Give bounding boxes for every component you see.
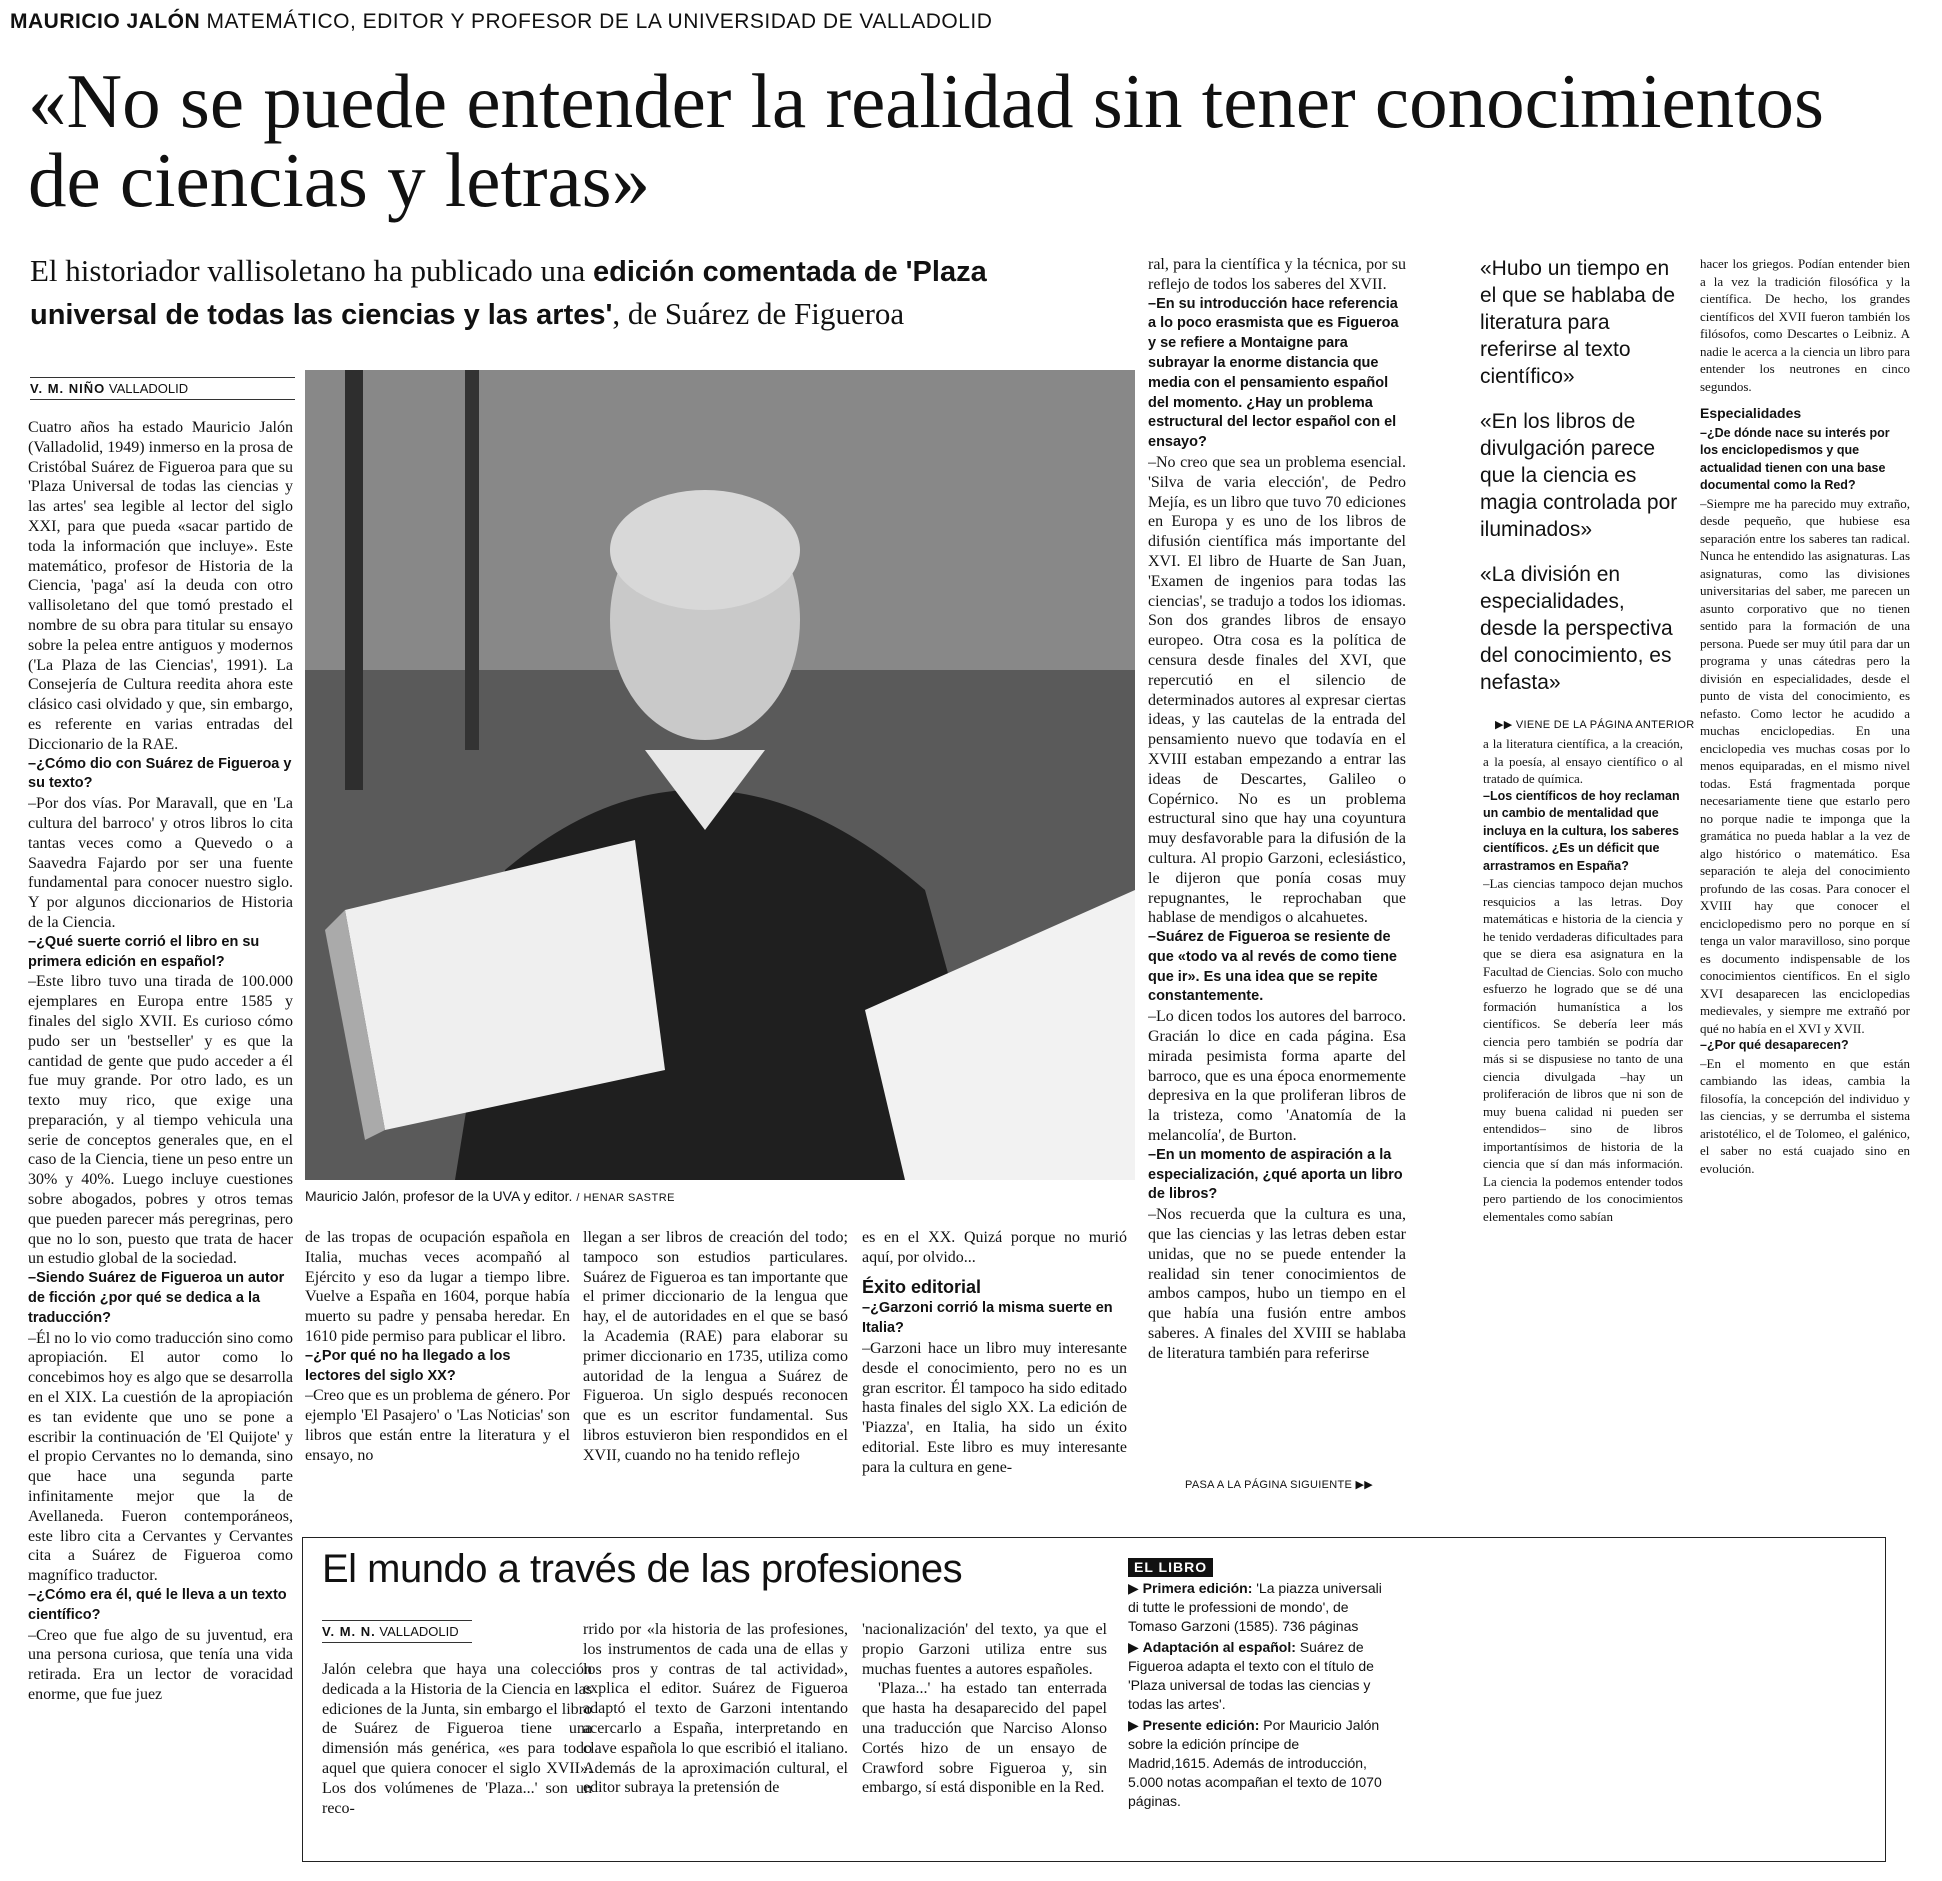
pull-quote: «En los libros de divulgación parece que la ciencia es magia controlada por iluminados» xyxy=(1480,410,1678,541)
interview-question: –¿Por qué no ha llegado a los lectores del siglo XX? xyxy=(305,1347,511,1384)
box-paragraph: Jalón celebra que haya una colección dedicada a la Historia de la Ciencia en las ediciones de la Junta, sin embargo el libro de Suárez de Figueroa tiene una dimensión más genérica, «es para todo aquel que quiera conocer el siglo XVII». Los dos volúmenes de 'Plaza...' son un reco- xyxy=(322,1661,592,1817)
interview-question: –¿De dónde nace su interés por los enciclopedismos y que actualidad tienen con una base documental como la Red? xyxy=(1700,425,1890,492)
article-paragraph: –En el momento en que están cambiando las ideas, cambia la filosofía, la concepción del individuo y las ciencias, y se derrumba el sistema aristotélico, el de Tolomeo, el galénico, el saber no está cuajado sino en evolución. xyxy=(1700,1055,1910,1176)
box-title: El mundo a través de las profesiones xyxy=(322,1547,963,1591)
book-fact-label: Primera edición: xyxy=(1142,1580,1253,1596)
column-7-intro xyxy=(1700,255,1910,395)
box-column-2 xyxy=(583,1620,848,1850)
column-4-body xyxy=(862,1299,1127,1477)
article-paragraph: llegan a ser libros de creación del todo; tampoco son estudios particulares. Suárez de Figueroa es tan importante que el primer diccionario de la lengua que hay, el de autoridades en el que se basó la Academia (RAE) para elaborar su primer diccionario en 1735, utiliza como autoridad de la lengua a Suárez de Figueroa. Un siglo después reconocen que es un escritor fundamental. Sus libros estuvieron bien respondidos en el XVII, cuando no ha tenido reflejo xyxy=(583,1229,848,1464)
caption-text: Mauricio Jalón, profesor de la UVA y editor. xyxy=(305,1188,573,1204)
article-paragraph: –Creo que fue algo de su juventud, era una persona curiosa, que tenía una vida retirada. Era un lector de voracidad enorme, que fue juez xyxy=(28,1626,293,1703)
article-column-2 xyxy=(305,1228,570,1528)
interview-question: –En su introducción hace referencia a lo poco erasmista que es Figueroa y se refiere a Montaigne para subrayar la enorme distancia que media con el pensamiento español del momento. ¿Hay un problema estructural del lector español con el ensayo? xyxy=(1148,295,1399,451)
pull-quote: «La división en especialidades, desde la perspectiva del conocimiento, es nefasta» xyxy=(1480,563,1673,694)
book-fact-text: 'La piazza universali di tutte le professioni de mondo', de Tomaso Garzoni (1585). 736 páginas xyxy=(1128,1580,1382,1634)
article-paragraph: –Siempre me ha parecido muy extraño, desde pequeño, que hubiese esa separación entre los saberes tan radical. Nunca he entendido las asignaturas. Las asignaturas, como las divisiones universitarias del saber, me parecen un asunto corporativo que no tienen sentido para la formación de una persona. Puede ser muy útil para dar un programa y unas cátedras pero la división en especialidades, desde el punto de vista del conocimiento, es nefasto. Como lector he acudido a muchas enciclopedias. En una enciclopedia ves muchas cosas por lo menos equiparadas, en el mismo nivel todas. Está fragmentada porque necesariamente tiene que estarlo pero no porque nadie te imponga que la gramática no pueda hablar a la vez de algo histórico o matemático. Esa separación te aleja del conocimiento profundo de las cosas. Para conocer el XVIII hay que conocer el enciclopedismo pero no porque en sí tenga un valor maravilloso, sino porque es documento indispensable de los conocimientos científicos. En el siglo XVI desaparecen las enciclopedias medievales, y siempre me extrañó por qué no había en el XVI y XVII. xyxy=(1700,495,1910,1036)
continued-next-page: PASA A LA PÁGINA SIGUIENTE ▶▶ xyxy=(1185,1479,1374,1491)
article-paragraph: –Por dos vías. Por Maravall, que en 'La cultura del barroco' y otros libros lo cita tantas veces como a Quevedo o a Saavedra Fajardo por ser una fuente fundamental para conocer nuestro siglo. Y por algunos diccionarios de Historia de la Ciencia. xyxy=(28,795,293,931)
pull-quote: «Hubo un tiempo en el que se hablaba de literatura para referirse al texto científico» xyxy=(1480,257,1675,388)
article-paragraph: –No creo que sea un problema esencial. 'Silva de varia elección', de Pedro Mejía, es un libro que tuvo 70 ediciones en Europa y es uno de los libros de difusión científica más importante del XVI. El libro de Huarte de San Juan, 'Examen de ingenios para todas las ciencias', se tradujo a todos los idiomas. Son dos grandes libros de ensayo europeo. Otra cosa es la política de censura desde finales del XVI, que repercutió en el silencio de determinados autores al expresar ciertas ideas, y las cautelas de la entrada del pensamiento nuevo que todavía en el XVIII estaban empezando a entrar las ideas de Descartes, Galileo o Copérnico. No es un problema estructural sino que hay una coyuntura muy desfavorable para la difusión de la cultura. Al propio Garzoni, eclesiástico, le dijeron que ponía cosas muy repugnantes, le reprochaban que hablase de mendigos o alcahuetes. xyxy=(1148,453,1406,927)
article-paragraph: a la literatura científica, a la creación, a la poesía, al ensayo científico o al tratado de química. xyxy=(1483,736,1683,786)
portrait-photo xyxy=(305,370,1135,1180)
box-byline-author: V. M. N. xyxy=(322,1624,376,1639)
book-fact-item: ▶ Adaptación al español: Suárez de Figueroa adapta el texto con el título de 'Plaza universal de todas las ciencias y todas las artes'. xyxy=(1128,1639,1374,1712)
box-paragraph: rrido por «la historia de las profesiones, los instrumentos de cada una de ellas y los pros y contras de tal actividad», explica el editor. Suárez de Figueroa adaptó el texto de Garzoni intentando acercarlo a España, interpretando en clave española lo que escribió el italiano. Además de la aproximación cultural, el editor subraya la pretensión de xyxy=(583,1621,848,1797)
interview-question: –Los científicos de hoy reclaman un cambio de mentalidad que incluya en la cultura, los saberes científicos. ¿Es un déficit que arrastramos en España? xyxy=(1483,788,1680,873)
subhead-part2: , de Suárez de Figueroa xyxy=(612,296,905,331)
pull-quotes xyxy=(1480,255,1680,714)
book-facts-head: EL LIBRO xyxy=(1128,1558,1213,1577)
article-paragraph: –Las ciencias tampoco dejan muchos resquicios a las letras. Doy matemáticas e historia de la ciencia y he tenido verdaderas dificultades para que se diera esa asignatura en la Facultad de Ciencias. Solo con mucho esfuerzo he logrado que se dé una formación humanística a los científicos. Se debería leer más ciencia pero también se podría dar más si se dispusiese no tanto de una ciencia divulgada –hay un proliferación de libros que ni son de muy buena calidad ni pueden ser entendidos– sino de libros importantísimos de historia de la ciencia que sí dan más información. La ciencia la podemos entender todos pero partiendo de los conocimientos elementales como sabían xyxy=(1483,876,1683,1224)
box-byline xyxy=(322,1620,472,1643)
article-paragraph: es en el XX. Quizá porque no murió aquí, por olvido... xyxy=(862,1229,1127,1266)
continued-previous-page: ▶▶ VIENE DE LA PÁGINA ANTERIOR xyxy=(1495,719,1695,731)
column-7-body xyxy=(1700,425,1910,1178)
column-4-intro xyxy=(862,1228,1127,1268)
article-paragraph: –Este libro tuvo una tirada de 100.000 ejemplares en Europa entre 1585 y finales del siglo XVII. Es curioso cómo pudo ser un 'bestseller' y es que la cantidad de gente que pudo acceder a él fue muy grande. Por otro lado, es un texto muy rico, que exige una preparación, y al tiempo vehicula una serie de conceptos generales que, en el caso de la Ciencia, tiene un peso entre un 30% y 40%. Luego incluye cuestiones sobre abogados, pobres y otros temas que pueden parecer más peregrinas, pero que no lo son, puesto que trata de hacer un estudio global de la sociedad. xyxy=(28,973,293,1268)
article-column-3 xyxy=(583,1228,848,1528)
article-paragraph: –Él no lo vio como traducción sino como apropiación. El autor como lo concebimos hoy es algo que se desarrolla en el XIX. La cuestión de la apropiación es tan evidente que uno se pone a escribir la continuación de 'El Quijote' y el propio Cervantes no lo demanda, sino que hace una segunda parte infinitamente mejor que la de Avellaneda. Fueron contemporáneos, este libro cita a Cervantes y Cervantes cita a Suárez de Figueroa como magnífico traductor. xyxy=(28,1329,293,1585)
box-paragraph: 'Plaza...' ha estado tan enterrada que hasta ha desaparecido del papel una traducción que Narciso Alonso Cortés hizo de un ensayo de Crawford sobre Figueroa y, sin embargo, sí está disponible en la Red. xyxy=(862,1680,1107,1797)
article-paragraph: Cuatro años ha estado Mauricio Jalón (Valladolid, 1949) inmerso en la prosa de Cristóbal Suárez de Figueroa para que su 'Plaza Universal de todas las ciencias y las artes' sea legible al lector del siglo XXI, para que pueda «sacar partido de toda la información que incluye». Este matemático, profesor de Historia de la Ciencia, 'paga' así la deuda con otro vallisoletano del que tomó prestado el nombre de su obra para titular su ensayo sobre la pelea entre antiguos y modernos ('La Plaza de las Ciencias', 1991). La Consejería de Cultura reedita ahora este clásico casi olvidado y que, sin embargo, es referente en varias entradas del Diccionario de la RAE. xyxy=(28,419,293,753)
article-column-6 xyxy=(1483,735,1683,1240)
book-fact-text: Suárez de Figueroa adapta el texto con el título de 'Plaza universal de todas las ciencias y todas las artes'. xyxy=(1128,1639,1374,1712)
book-fact-label: Presente edición: xyxy=(1142,1717,1260,1733)
book-fact-item: ▶ Primera edición: 'La piazza universali di tutte le professioni de mondo', de Tomaso Garzoni (1585). 736 páginas xyxy=(1128,1580,1382,1634)
interview-question: –Siendo Suárez de Figueroa un autor de ficción ¿por qué se dedica a la traducción? xyxy=(28,1270,285,1326)
book-fact-text: Por Mauricio Jalón sobre la edición príncipe de Madrid,1615. Además de introducción, 5.000 notas acompañan el texto de 1070 páginas. xyxy=(1128,1717,1382,1809)
interview-question: –Suárez de Figueroa se resiente de que «todo va al revés de como tiene que ir». Es una idea que se repite constantemente. xyxy=(1148,929,1397,1005)
caption-credit: / HENAR SASTRE xyxy=(576,1192,676,1204)
article-paragraph: –Garzoni hace un libro muy interesante desde el conocimiento, pero no es un gran escritor. Él tampoco ha sido editado hasta finales del siglo XX. La edición de 'Piazza', en Italia, ha sido un éxito editorial. Este libro es muy interesante para la cultura en gene- xyxy=(862,1339,1127,1476)
article-paragraph: –Nos recuerda que la cultura es una, que las ciencias y las letras deben estar unidas, que no se puede entender la realidad sin tener conocimientos de ambos campos, hubo un tiempo en el que había una fusión entre ambos saberes. A finales del XVIII se hablaba de literatura también para referirse xyxy=(1148,1206,1406,1362)
article-paragraph: –Creo que es un problema de género. Por ejemplo 'El Pasajero' o 'Las Noticias' son libros que están entre la literatura y el ensayo, no xyxy=(305,1387,570,1464)
section-title-especialidades: Especialidades xyxy=(1700,405,1802,421)
kicker-role: MATEMÁTICO, EDITOR Y PROFESOR DE LA UNIVERSIDAD DE VALLADOLID xyxy=(206,10,993,33)
interview-question: –¿Por qué desaparecen? xyxy=(1700,1038,1849,1052)
byline-place: VALLADOLID xyxy=(108,381,189,396)
article-paragraph: hacer los griegos. Podían entender bien a la vez la tradición filosófica y la científica. De hecho, los grandes científicos del XVII fueron también los filósofos, como Descartes o Leibniz. A nadie le acerca a la ciencia un libro para entender los neutrones en cinco segundos. xyxy=(1700,256,1910,394)
book-fact-label: Adaptación al español: xyxy=(1142,1639,1296,1655)
portrait-illustration xyxy=(305,370,1135,1180)
byline xyxy=(30,377,295,400)
subhead-bold: edición comentada de 'Plaza universal de todas las ciencias y las artes' xyxy=(30,256,987,331)
box-paragraph: 'nacionalización' del texto, ya que el propio Garzoni utiliza entre sus muchas fuentes a autores españoles. xyxy=(862,1621,1107,1678)
article-paragraph: de las tropas de ocupación española en Italia, muchas veces acompañó al Ejército y eso da lugar a tiempo libre. Vuelve a España en 1604, porque había muerto su padre y pensaba heredar. En 1610 pide permiso para publicar el libro. xyxy=(305,1229,570,1345)
interview-question: –En un momento de aspiración a la especialización, ¿qué aporta un libro de libros? xyxy=(1148,1146,1403,1203)
subhead-part1: El historiador vallisoletano ha publicado una xyxy=(30,253,594,288)
kicker xyxy=(10,10,992,34)
headline: «No se puede entender la realidad sin tener conocimientos de ciencias y letras» xyxy=(28,58,1825,223)
photo-caption xyxy=(305,1188,1135,1204)
interview-question: –¿Garzoni corrió la misma suerte en Italia? xyxy=(862,1300,1113,1337)
article-column-7 xyxy=(1700,255,1910,1255)
article-column-1 xyxy=(28,418,293,1858)
interview-question: –¿Qué suerte corrió el libro en su primera edición en español? xyxy=(28,933,260,970)
article-paragraph: –Lo dicen todos los autores del barroco. Gracián lo dice en cada página. Esa mirada pesimista forma aparte del barroco, que es una época enormemente depresiva en la que proliferan libros de la tristeza, como 'Anatomía de la melancolía', de Burton. xyxy=(1148,1008,1406,1145)
box-byline-place: VALLADOLID xyxy=(379,1624,459,1639)
kicker-name: MAURICIO JALÓN xyxy=(10,10,201,33)
article-column-5 xyxy=(1148,255,1406,1470)
book-fact-item: ▶ Presente edición: Por Mauricio Jalón sobre la edición príncipe de Madrid,1615. Además de introducción, 5.000 notas acompañan el texto de 1070 páginas. xyxy=(1128,1717,1382,1809)
article-column-4 xyxy=(862,1228,1127,1528)
interview-question: –¿Cómo dio con Suárez de Figueroa y su texto? xyxy=(28,755,292,792)
subhead xyxy=(30,250,1120,336)
interview-question: –¿Cómo era él, qué le lleva a un texto científico? xyxy=(28,1587,287,1623)
byline-author: V. M. NIÑO xyxy=(30,381,106,396)
book-facts xyxy=(1128,1558,1383,1813)
box-column-1 xyxy=(322,1660,592,1850)
section-title-exito: Éxito editorial xyxy=(862,1276,982,1297)
article-paragraph: ral, para la científica y la técnica, por su reflejo de todos los saberes del XVII. xyxy=(1148,256,1406,293)
box-column-3 xyxy=(862,1620,1107,1850)
